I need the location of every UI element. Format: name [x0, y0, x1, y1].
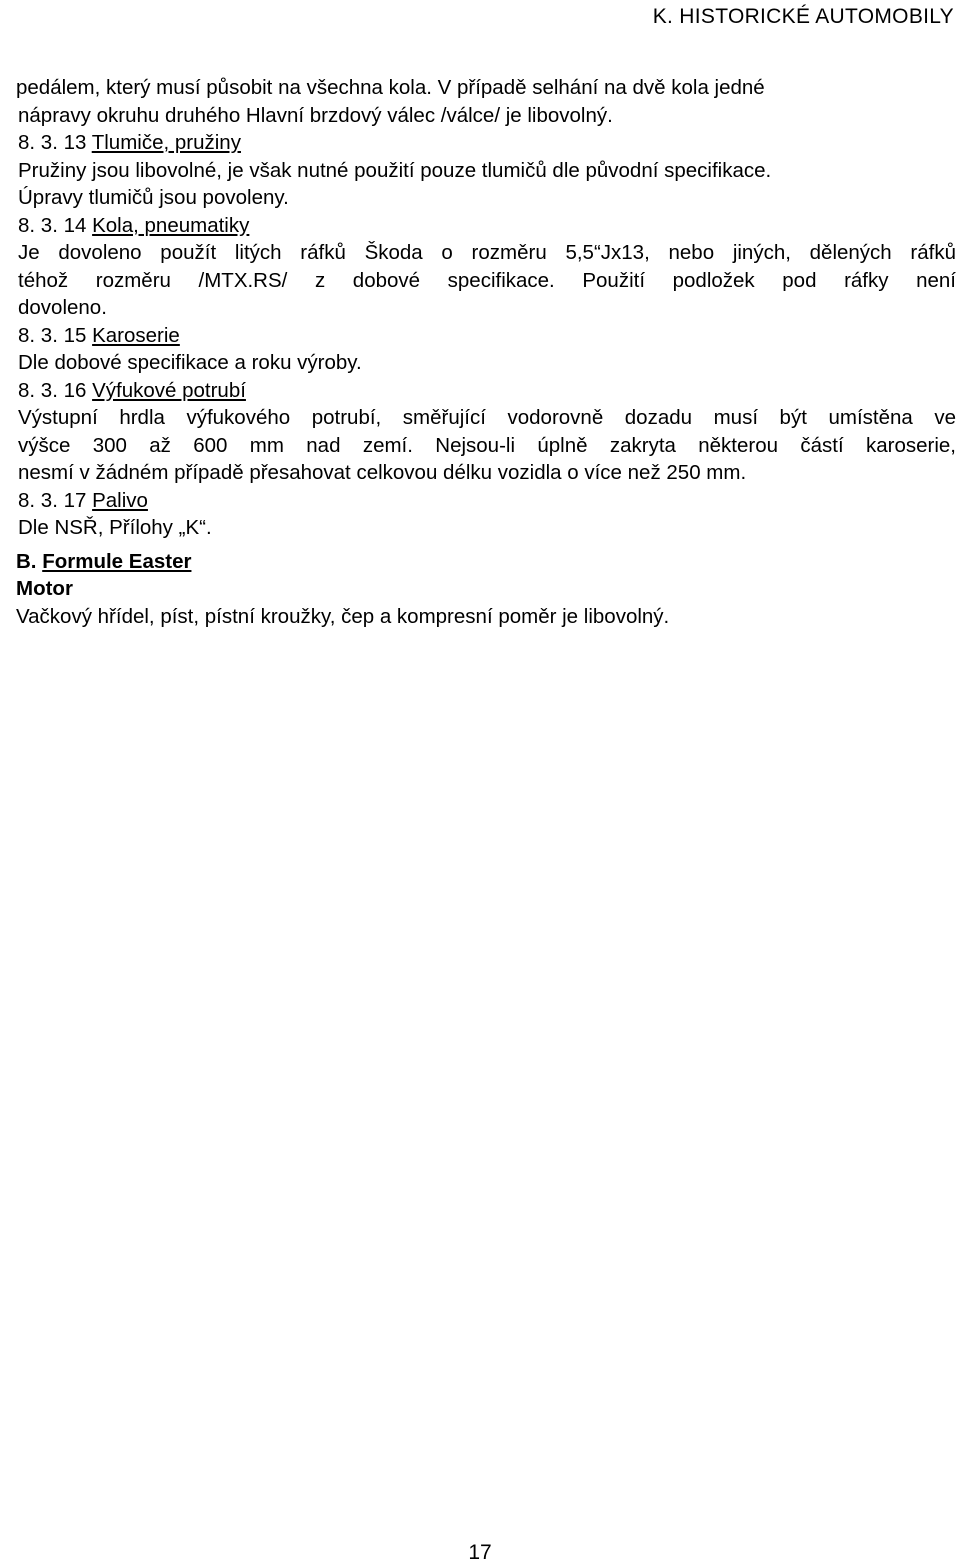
section-b-heading [16, 548, 956, 576]
section-text: Úpravy tlumičů jsou povoleny. [18, 186, 289, 209]
page-number: 17 [468, 1541, 492, 1564]
section-text: dovoleno. [18, 296, 107, 319]
section-text: nesmí v žádném případě přesahovat celkovou délku vozidla o více než 250 mm. [18, 461, 747, 484]
section-text: Pružiny jsou libovolné, je však nutné použití pouze tlumičů dle původní specifikace. [18, 158, 772, 182]
section-text: Dle dobové specifikace a roku výroby. [18, 351, 362, 374]
section-text: výšce 300 až 600 mm nad zemí. Nejsou-li úplně zakryta některou částí karoserie, [18, 433, 956, 457]
section-text: téhož rozměru /MTX.RS/ z dobové specifikace. Použití podložek pod ráfky není [18, 268, 956, 292]
section-title: Kola, pneumatiky [92, 213, 250, 237]
intro-line: nápravy okruhu druhého Hlavní brzdový válec /válce/ je libovolný. [18, 103, 613, 127]
section-b-title: Formule Easter [42, 549, 192, 573]
section-title: Karoserie [92, 323, 180, 347]
section-number: 8. 3. 16 [18, 378, 93, 402]
section-title: Výfukové potrubí [92, 378, 246, 402]
section-heading-14 [16, 212, 956, 240]
section-number: 8. 3. 13 [18, 131, 92, 154]
section-text: Je dovoleno použít litých ráfků Škoda o rozměru 5,5“Jx13, nebo jiných, dělených ráfků [18, 241, 956, 264]
section-heading-15 [16, 322, 956, 350]
intro-line: pedálem, který musí působit na všechna kola. V případě selhání na dvě kola jedné [16, 76, 765, 99]
section-b-prefix: B. [16, 549, 43, 573]
document-body [16, 74, 956, 630]
section-title: Tlumiče, pružiny [91, 131, 241, 154]
section-title: Palivo [92, 488, 148, 512]
subheading-motor: Motor [16, 577, 73, 600]
section-text: Výstupní hrdla výfukového potrubí, směřující vodorovně dozadu musí být umístěna ve [18, 406, 956, 429]
section-number: 8. 3. 17 [18, 488, 93, 512]
section-text: Dle NSŘ, Přílohy „K“. [18, 516, 212, 539]
section-heading-17 [16, 487, 956, 515]
running-header: K. HISTORICKÉ AUTOMOBILY [652, 5, 954, 28]
section-number: 8. 3. 14 [18, 213, 93, 237]
section-heading-13 [16, 129, 956, 157]
section-number: 8. 3. 15 [18, 323, 93, 347]
section-text: Vačkový hřídel, píst, pístní kroužky, čep a kompresní poměr je libovolný. [16, 604, 670, 628]
section-heading-16 [16, 377, 956, 405]
